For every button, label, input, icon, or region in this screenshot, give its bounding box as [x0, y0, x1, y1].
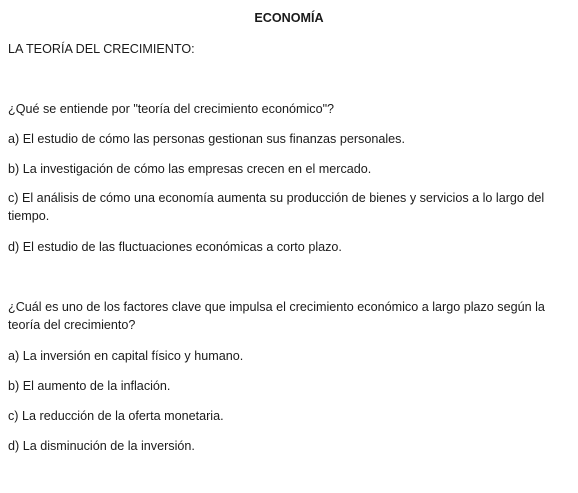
- question-2-option-d: d) La disminución de la inversión.: [8, 439, 195, 453]
- question-1-option-d: d) El estudio de las fluctuaciones económicas a corto plazo.: [8, 240, 342, 254]
- question-1-option-c: c) El análisis de cómo una economía aumenta su producción de bienes y servicios a lo largo del tiempo.: [8, 191, 545, 223]
- question-2: ¿Cuál es uno de los factores clave que impulsa el crecimiento económico a largo plazo según la teoría del crecimiento?: [8, 300, 545, 332]
- question-2-option-a: a) La inversión en capital físico y humano.: [8, 349, 244, 363]
- question-1: ¿Qué se entiende por "teoría del crecimiento económico"?: [8, 102, 335, 116]
- question-1-option-a: a) El estudio de cómo las personas gestionan sus finanzas personales.: [8, 132, 405, 146]
- document-title: ECONOMÍA: [254, 11, 324, 25]
- question-2-option-c: c) La reducción de la oferta monetaria.: [8, 409, 224, 423]
- question-2-option-b: b) El aumento de la inflación.: [8, 379, 171, 393]
- question-1-option-b: b) La investigación de cómo las empresas crecen en el mercado.: [8, 162, 372, 176]
- section-heading: LA TEORÍA DEL CRECIMIENTO:: [8, 42, 195, 56]
